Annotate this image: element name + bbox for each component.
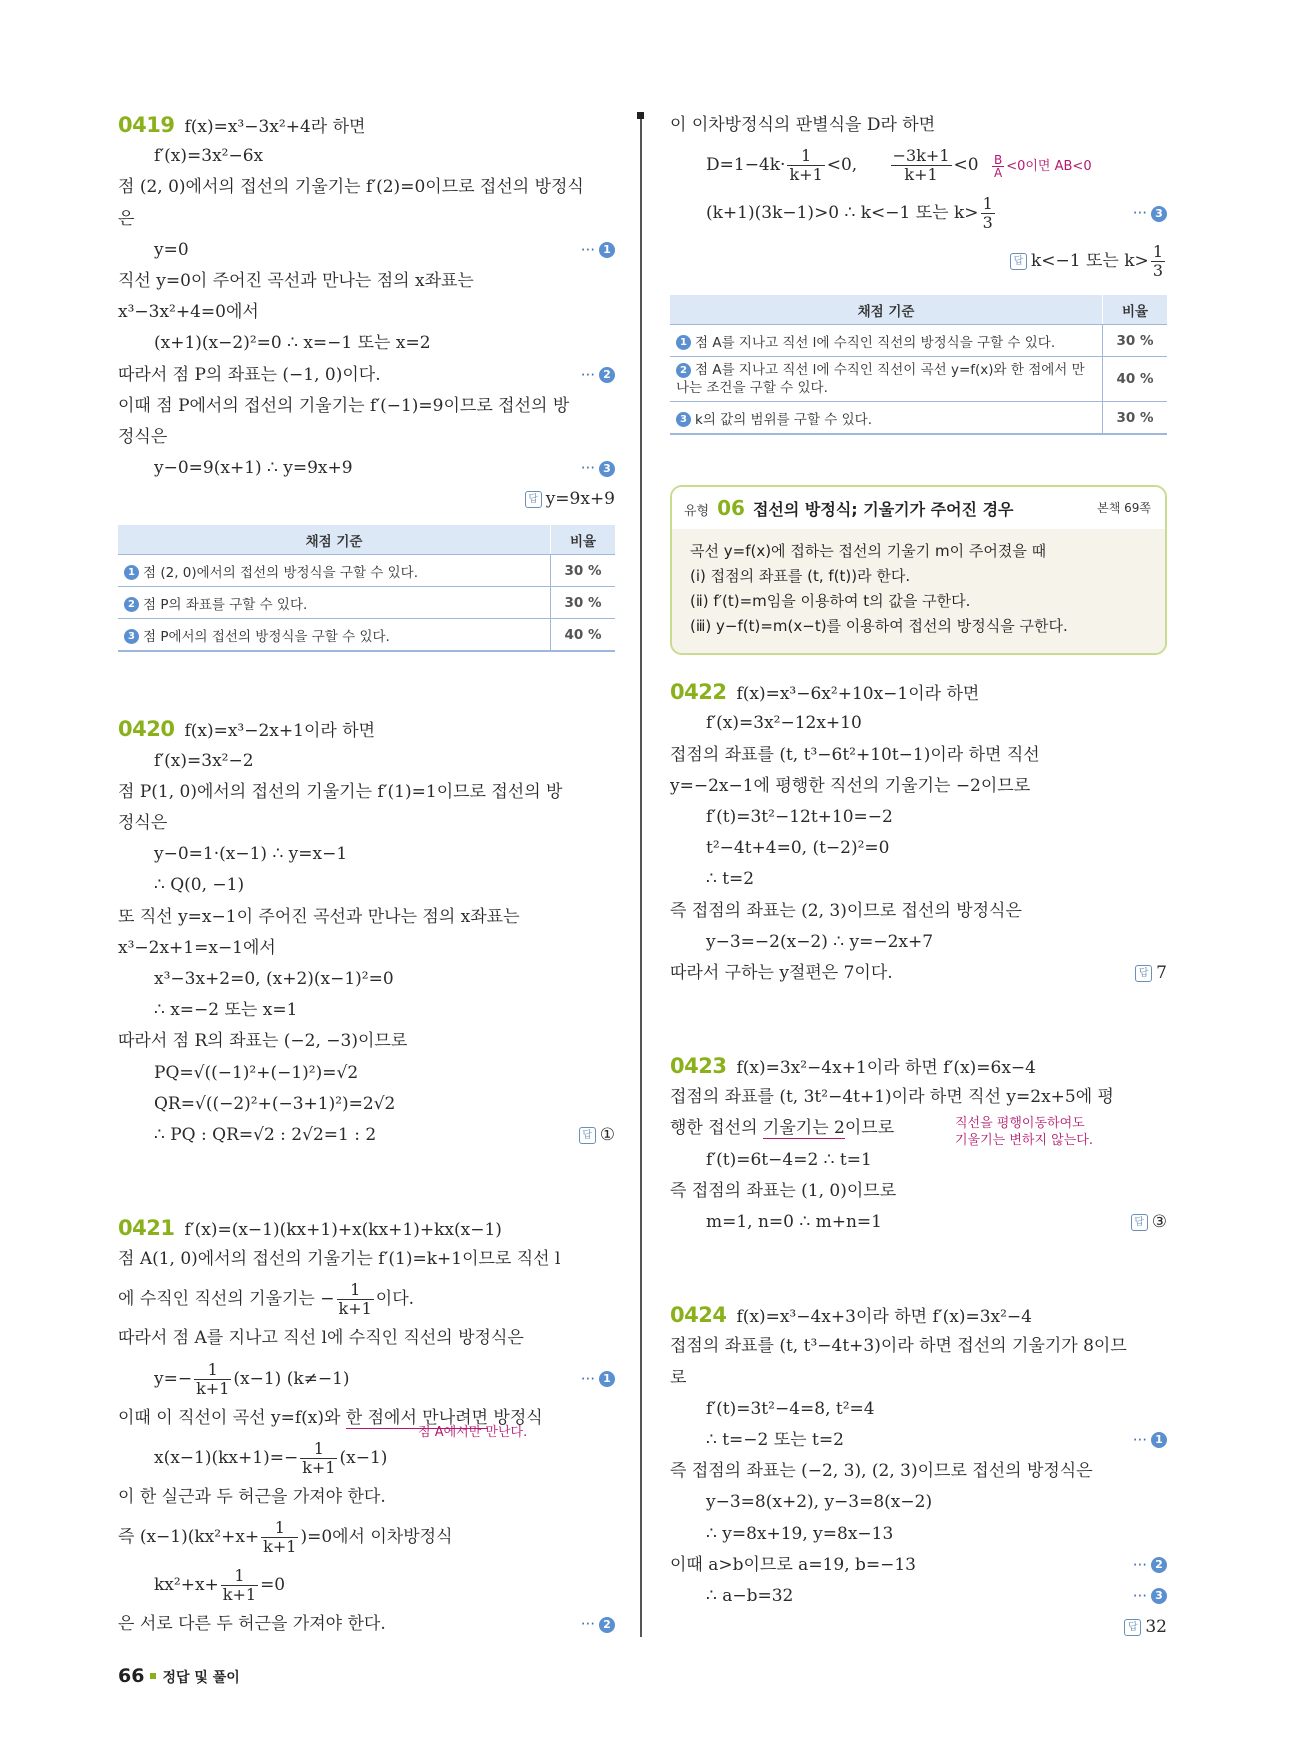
page-reference: 본책 69쪽 [1097, 501, 1151, 516]
margin-note: $\frac{B}{A}$ <0이면 AB<0 [993, 153, 1092, 181]
step-marker-2: ··· 2 [581, 360, 615, 391]
answer: 답 7 [1135, 958, 1167, 989]
margin-note: 점 A에서만 만난다. [418, 1424, 528, 1440]
type-header: 유형 06 접선의 방정식; 기울기가 주어진 경우 본책 69쪽 [672, 487, 1165, 529]
problem-number: 0422 [670, 680, 727, 705]
fraction: $\frac{1}{3}$ [982, 194, 993, 233]
fraction: $\frac{1}{k+1}$ [263, 1518, 297, 1556]
scoring-table: 채점 기준 비율 1 점 (2, 0)에서의 접선의 방정식을 구할 수 있다. 30 % 2 점 P의 좌표를 구할 수 있다. 30 % 3 점 P에서의 접선의 방정식을 구할 수 있다. 40 % [118, 525, 615, 652]
answer-icon: 답 [1124, 1619, 1141, 1636]
answer-icon: 답 [579, 1127, 596, 1144]
type-06-box [670, 485, 1167, 655]
answer-icon: 답 [1131, 1214, 1148, 1231]
footer-label: 정답 및 풀이 [162, 1670, 240, 1686]
underlined-condition: 한 점에서 만나려면 [345, 1407, 488, 1428]
step-marker-3: ··· 3 [581, 453, 615, 484]
step-marker-2: ··· 2 [581, 1609, 615, 1640]
problem-number: 0424 [670, 1303, 727, 1328]
problem-0421-continued: 이 이차방정식의 판별식을 D라 하면 D=1−4k· $\frac{1}{k+1}$ <0, $\frac{-3k+1}{k+1}$ <0 $\frac{B}{A}$ <0이면 AB<0 (k+1)(3k−1)>0 ∴ k<−1 또는 k> $\frac{1}{3}$ ··· 3 답 k<−1 또는 k> $\frac{1}{3}$ 채점 기준 비율 1 점 A를 지나고 직선 l에 수직인 직선의 방정식을 구할 수 있다. 30 % 2 점 A를 지나고 직선 l에 수직인 직선이 곡선 y=f(x)와 한 점에서 만나는 조건을 구할 수 있다. 40 % 3 k의 값의 범위를 구할 수 있다. 30 % [670, 110, 1167, 435]
scoring-table: 채점 기준 비율 1 점 A를 지나고 직선 l에 수직인 직선의 방정식을 구할 수 있다. 30 % 2 점 A를 지나고 직선 l에 수직인 직선이 곡선 y=f(x)와 한 점에서 만나는 조건을 구할 수 있다. 40 % 3 k의 값의 범위를 구할 수 있다. 30 % [670, 295, 1167, 435]
problem-0421: 0421 f′(x)=(x−1)(kx+1)+x(kx+1)+kx(x−1) 점 A(1, 0)에서의 접선의 기울기는 f′(1)=k+1이므로 직선 l 에 수직인 직선의 기울기는 − $\frac{1}{k+1}$ 이다. 따라서 점 A를 지나고 직선 l에 수직인 직선의 방정식은 y=− $\frac{1}{k+1}$ (x−1) (k≠−1) ··· 1 이때 이 직선이 곡선 y=f(x)와 한 점에서 만나려면 방정식 점 A에서만 만난다. x(x−1)(kx+1)=− $\frac{1}{k+1}$ (x−1) 이 한 실근과 두 허근을 가져야 한다. 즉 (x−1)(kx²+x+ $\frac{1}{k+1}$ )=0에서 이차방정식 kx²+x+ $\frac{1}{k+1}$ =0 은 서로 다른 두 허근을 가져야 한다. ··· 2 [118, 1213, 615, 1640]
answer: 답 k<−1 또는 k> $\frac{1}{3}$ [1010, 237, 1167, 285]
divider-marker [637, 112, 644, 119]
footer-square-icon [150, 1673, 156, 1679]
answer: 답 ① [579, 1120, 615, 1151]
step-marker-2: ··· 2 [1133, 1550, 1167, 1581]
column-divider [640, 112, 642, 1637]
problem-number: 0420 [118, 717, 175, 742]
answer: 답 y=9x+9 [525, 484, 615, 515]
fraction: $\frac{-3k+1}{k+1}$ [892, 146, 950, 185]
page-number: 66 [118, 1665, 145, 1687]
problem-number: 0419 [118, 113, 175, 137]
right-column [670, 110, 1167, 1643]
problem-0419: 0419 f(x)=x³−3x²+4라 하면 f′(x)=3x²−6x 점 (2, 0)에서의 접선의 기울기는 f′(2)=0이므로 접선의 방정식 은 y=0 ··· 1 직선 y=0이 주어진 곡선과 만나는 점의 x좌표는 x³−3x²+4=0에서 (x+1)(x−2)²=0 ∴ x=−1 또는 x=2 따라서 점 P의 좌표는 (−1, 0)이다. ··· 2 이때 점 P에서의 접선의 기울기는 f′(−1)=9이므로 접선의 방 정식은 y−0=9(x+1) ∴ y=9x+9 ··· 3 답 y=9x+9 채점 기준 비율 1 점 (2, 0)에서의 접선의 방정식을 구할 수 있다. 30 % 2 점 P의 좌표를 구할 수 있다. 30 % 3 점 P에서의 접선의 방정식을 구할 수 있다. 40 % [118, 110, 615, 652]
answer-icon: 답 [1010, 253, 1027, 270]
problem-0423: 0423 f(x)=3x²−4x+1이라 하면 f′(x)=6x−4 접점의 좌표를 (t, 3t²−4t+1)이라 하면 직선 y=2x+5에 평 행한 접선의 기울기는 2이므로 직선을 평행이동하여도 기울기는 변하지 않는다. f′(t)=6t−4=2 ∴ t=1 즉 접점의 좌표는 (1, 0)이므로 m=1, n=0 ∴ m+n=1 답 ③ [670, 1051, 1167, 1238]
problem-number: 0423 [670, 1054, 727, 1079]
fraction: $\frac{1}{k+1}$ [789, 146, 823, 185]
problem-0424: 0424 f(x)=x³−4x+3이라 하면 f′(x)=3x²−4 접점의 좌표를 (t, t³−4t+3)이라 하면 접선의 기울기가 8이므 로 f′(t)=3t²−4=8, t²=4 ∴ t=−2 또는 t=2 ··· 1 즉 접점의 좌표는 (−2, 3), (2, 3)이므로 접선의 방정식은 y−3=8(x+2), y−3=8(x−2) ∴ y=8x+19, y=8x−13 이때 a>b이므로 a=19, b=−13 ··· 2 ∴ a−b=32 ··· 3 답 32 [670, 1300, 1167, 1643]
step-marker-1: ··· 1 [581, 1355, 615, 1403]
problem-0422: 0422 f(x)=x³−6x²+10x−1이라 하면 f′(x)=3x²−12x+10 접점의 좌표를 (t, t³−6t²+10t−1)이라 하면 직선 y=−2x−1에 평행한 직선의 기울기는 −2이므로 f′(t)=3t²−12t+10=−2 t²−4t+4=0, (t−2)²=0 ∴ t=2 즉 접점의 좌표는 (2, 3)이므로 접선의 방정식은 y−3=−2(x−2) ∴ y=−2x+7 따라서 구하는 y절편은 7이다. 답 7 [670, 677, 1167, 989]
answer-icon: 답 [1135, 965, 1152, 982]
step-marker-1: ··· 1 [581, 235, 615, 266]
problem-number: 0421 [118, 1216, 175, 1241]
step-marker-3: ··· 3 [1133, 189, 1167, 237]
step-marker-3: ··· 3 [1133, 1581, 1167, 1612]
answer: 답 32 [1124, 1612, 1167, 1643]
fraction: $\frac{1}{k+1}$ [302, 1438, 336, 1477]
answer: 답 ③ [1131, 1207, 1167, 1238]
problem-0420: 0420 f(x)=x³−2x+1이라 하면 f′(x)=3x²−2 점 P(1, 0)에서의 접선의 기울기는 f′(1)=1이므로 접선의 방 정식은 y−0=1·(x−1) ∴ y=x−1 ∴ Q(0, −1) 또 직선 y=x−1이 주어진 곡선과 만나는 점의 x좌표는 x³−2x+1=x−1에서 x³−3x+2=0, (x+2)(x−1)²=0 ∴ x=−2 또는 x=1 따라서 점 R의 좌표는 (−2, −3)이므로 PQ=√((−1)²+(−1)²)=√2 QR=√((−2)²+(−3+1)²)=2√2 ∴ PQ : QR=√2 : 2√2=1 : 2 답 ① [118, 714, 615, 1151]
answer-icon: 답 [525, 491, 542, 508]
underlined-condition: 기울기는 2 [762, 1118, 845, 1139]
type-body: 곡선 y=f(x)에 접하는 접선의 기울기 m이 주어졌을 때 (ⅰ) 접점의 좌표를 (t, f(t))라 한다. (ⅱ) f′(t)=m임을 이용하여 t의 값을 구한다. (ⅲ) y−f(t)=m(x−t)를 이용하여 접선의 방정식을 구한다. [672, 529, 1165, 653]
fraction: $\frac{1}{k+1}$ [196, 1359, 230, 1398]
page-footer [118, 1665, 240, 1687]
margin-note: 직선을 평행이동하여도 기울기는 변하지 않는다. [955, 1116, 1093, 1149]
fraction: $\frac{1}{k+1}$ [222, 1566, 257, 1604]
left-column [118, 110, 615, 1640]
step-marker-1: ··· 1 [1133, 1425, 1167, 1456]
fraction: $\frac{1}{k+1}$ [338, 1280, 372, 1319]
